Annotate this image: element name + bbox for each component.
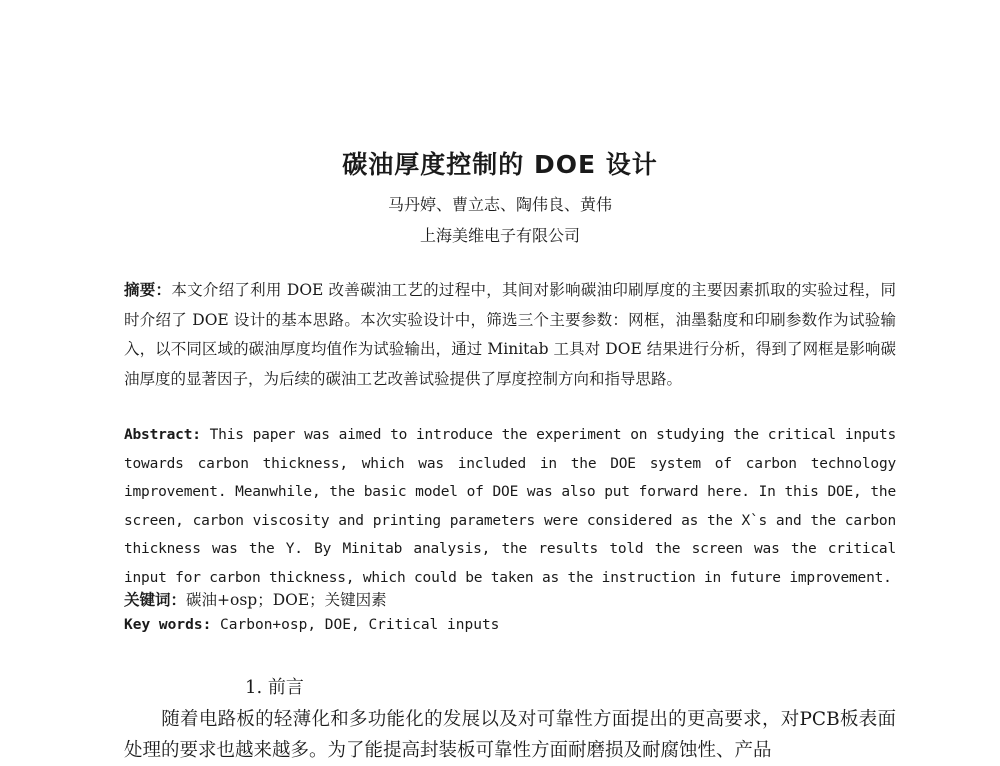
abstract-chinese-text: 本文介绍了利用 DOE 改善碳油工艺的过程中，其间对影响碳油印刷厚度的主要因素抓取的实验过程，同时介绍了 DOE 设计的基本思路。本次实验设计中，筛选三个主要参数：网框，油墨黏度和印刷参数作为试验输入，以不同区域的碳油厚度均值作为试验输出，通过 Minitab 工具对 DOE 结果进行分析，得到了网框是影响碳油厚度的显著因子，为后续的碳油工艺改善试验提供了厚度控制方向和指导思路。 <box>124 281 896 388</box>
section-heading-introduction: 1. 前言 <box>245 677 304 698</box>
author-list: 马丹婷、曹立志、陶伟良、黄伟 <box>387 195 612 214</box>
keywords-english-label: Key words: <box>124 617 212 633</box>
keywords-chinese-label: 关键词： <box>124 590 187 609</box>
abstract-english-label: Abstract: <box>124 427 201 443</box>
introduction-paragraph <box>124 704 896 766</box>
keywords-chinese-text: 碳油+osp；DOE；关键因素 <box>186 591 387 609</box>
keywords-english-text: Carbon+osp, DOE, Critical inputs <box>220 617 500 633</box>
keywords-chinese <box>124 588 387 610</box>
paper-title: 碳油厚度控制的 DOE 设计 <box>342 150 658 179</box>
abstract-chinese <box>124 275 896 394</box>
abstract-english <box>124 421 896 592</box>
introduction-text: 随着电路板的轻薄化和多功能化的发展以及对可靠性方面提出的更高要求，对PCB板表面处理的要求也越来越多。为了能提高封装板可靠性方面耐磨损及耐腐蚀性、产品 <box>124 709 896 761</box>
affiliation: 上海美维电子有限公司 <box>419 226 580 245</box>
abstract-chinese-label: 摘要： <box>124 280 172 299</box>
abstract-english-text: This paper was aimed to introduce the experiment on studying the critical inputs towards carbon thickness, which was included in the DOE system of carbon technology improvement. Meanwhile, the basic model of DOE was also put forward here. In this DOE, the screen, carbon viscosity and printing parameters were considered as the X`s and the carbon thickness was the Y. By Minitab analysis, the results told the screen was the critical input for carbon thickness, which could be taken as the instruction in future improvement. <box>124 427 897 586</box>
keywords-english <box>124 617 499 633</box>
